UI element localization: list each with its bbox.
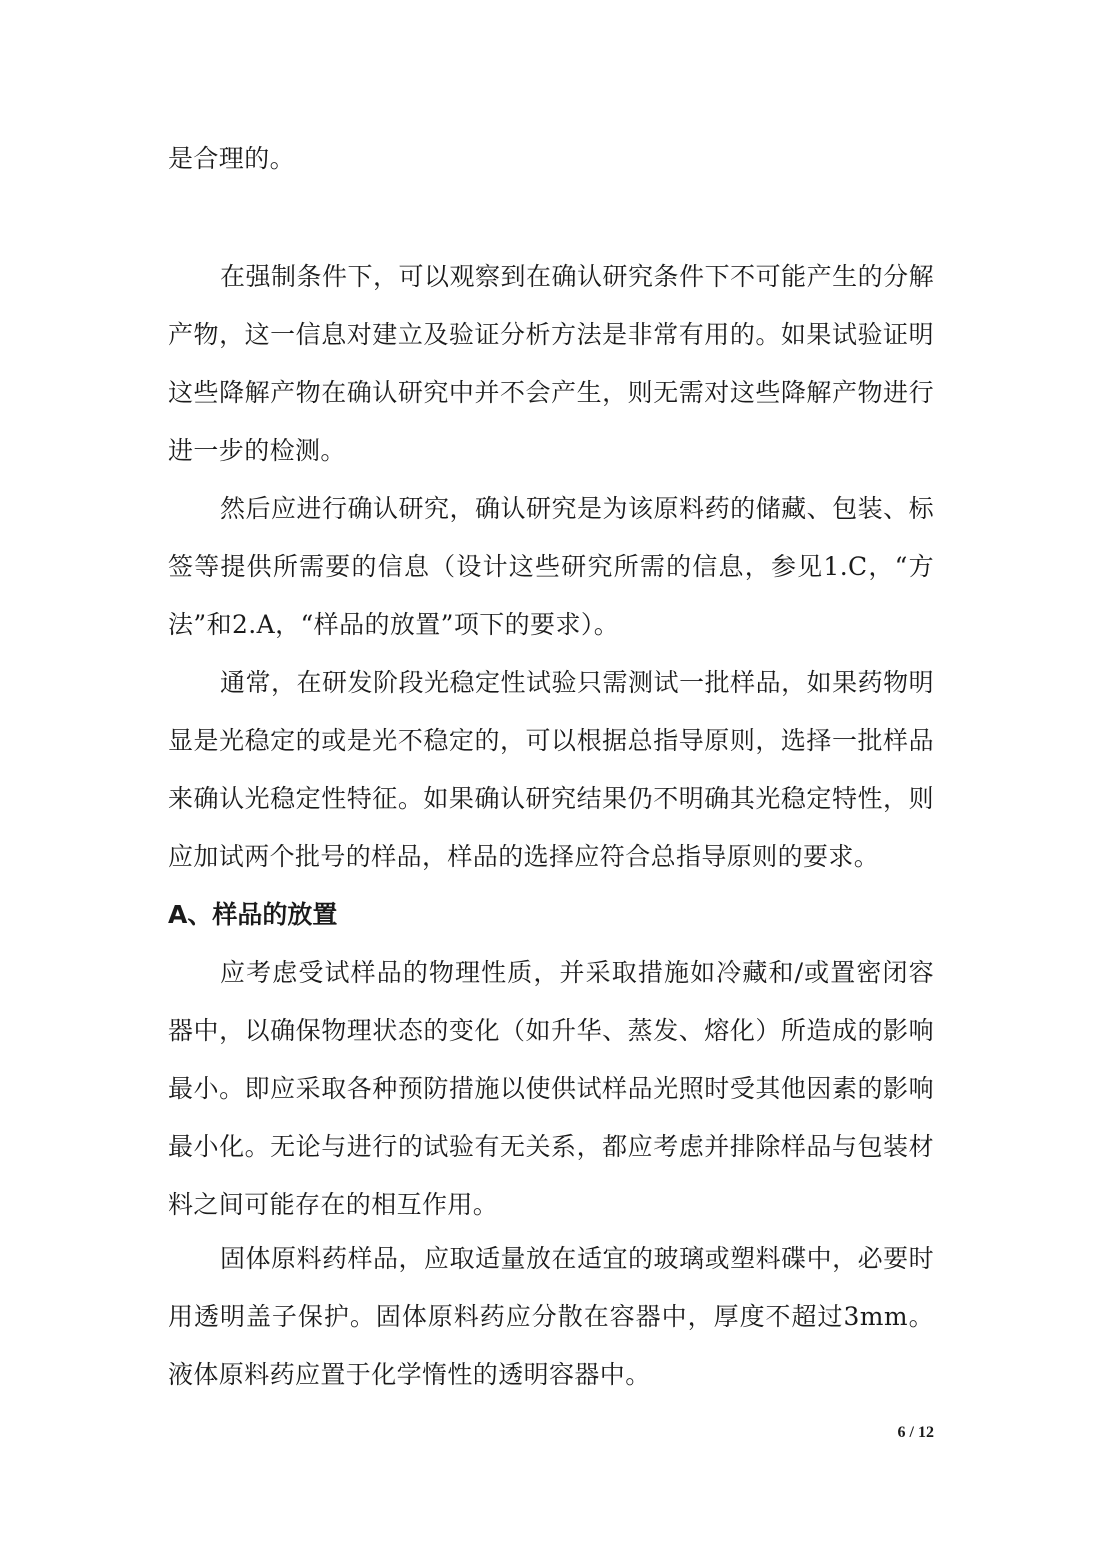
paragraph-forced-conditions: 在强制条件下，可以观察到在确认研究条件下不可能产生的分解产物，这一信息对建立及验证分析方法是非常有用的。如果试验证明这些降解产物在确认研究中并不会产生，则无需对这些降解产物进行进一步的检测。	[168, 262, 934, 465]
paragraph-confirmatory-study: 然后应进行确认研究，确认研究是为该原料药的储藏、包装、标签等提供所需要的信息（设计这些研究所需的信息，参见1.C，“方法”和2.A，“样品的放置”项下的要求）。	[168, 494, 934, 639]
section-heading-sample-placement: A、样品的放置	[168, 900, 338, 929]
paragraph-solid-liquid-samples: 固体原料药样品，应取适量放在适宜的玻璃或塑料碟中，必要时用透明盖子保护。固体原料药应分散在容器中，厚度不超过3mm。液体原料药应置于化学惰性的透明容器中。	[168, 1244, 934, 1389]
paragraph-continuation: 是合理的。	[168, 144, 296, 173]
page-number: 6 / 12	[897, 1424, 934, 1441]
paragraph-physical-properties: 应考虑受试样品的物理性质，并采取措施如冷藏和/或置密闭容器中，以确保物理状态的变化（如升华、蒸发、熔化）所造成的影响最小。即应采取各种预防措施以使供试样品光照时受其他因素的影响最小化。无论与进行的试验有无关系，都应考虑并排除样品与包装材料之间可能存在的相互作用。	[168, 958, 934, 1219]
paragraph-batch-testing: 通常，在研发阶段光稳定性试验只需测试一批样品，如果药物明显是光稳定的或是光不稳定的，可以根据总指导原则，选择一批样品来确认光稳定性特征。如果确认研究结果仍不明确其光稳定特性，则应加试两个批号的样品，样品的选择应符合总指导原则的要求。	[168, 668, 934, 871]
